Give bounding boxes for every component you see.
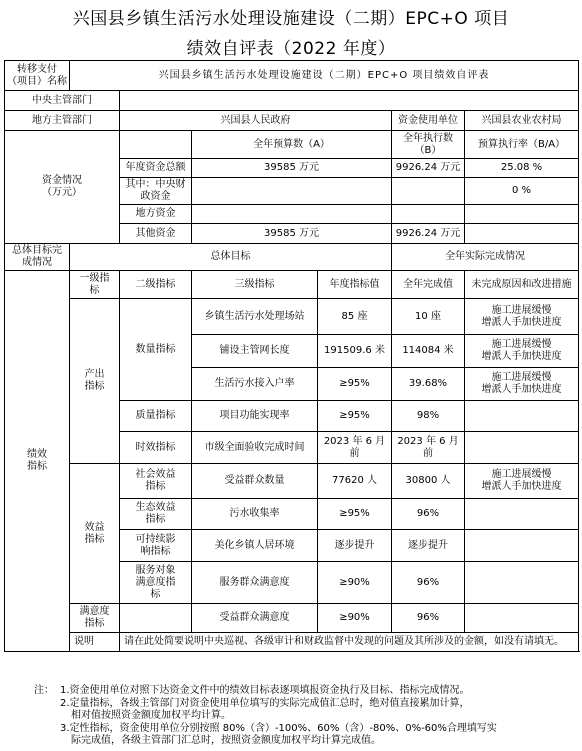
actual-completion-header: 全年实际完成情况: [392, 244, 579, 271]
indicator-annual: 逐步提升: [318, 530, 392, 562]
central-dept-label: 中央主管部门: [5, 91, 120, 111]
notes-label: 注：: [34, 685, 54, 696]
service-satisfaction-label: 服务对象 满意度指 标: [120, 562, 192, 604]
indicator-reason: [465, 432, 579, 464]
col-budget-header: 全年预算数（A）: [192, 131, 392, 159]
indicator-annual: 85 座: [318, 299, 392, 335]
sustain-impact-label: 可持续影 响指标: [120, 530, 192, 562]
note-2a: 2.定量指标，各级主管部门对资金使用单位填写的实际完成值汇总时，绝对值直接累加计算，: [60, 697, 470, 709]
overall-goal-header: 总体目标: [70, 244, 392, 271]
social-benefit-label: 社会效益 指标: [120, 464, 192, 499]
indicator-actual: 96%: [392, 604, 465, 633]
table-row: [5, 271, 579, 299]
indicator-reason: 施工进展缓慢 增派人手加快进度: [465, 335, 579, 368]
table-row: [5, 299, 579, 335]
indicator-name: 美化乡镇人居环境: [192, 530, 318, 562]
indicator-annual: ≥95%: [318, 401, 392, 432]
fund-row-budget: 39585 万元: [192, 159, 392, 178]
indicator-name: 乡镇生活污水处理场站: [192, 299, 318, 335]
remark-label: 说明: [70, 633, 120, 652]
fund-row-budget: [192, 205, 392, 224]
indicator-actual: 96%: [392, 562, 465, 604]
table-row: [5, 91, 579, 111]
footnotes: [34, 685, 580, 748]
table-row: [5, 131, 579, 159]
reason-header: 未完成原因和改进措施: [465, 271, 579, 299]
project-name-label: 转移支付 （项目）名称: [5, 61, 70, 91]
indicator-annual: ≥90%: [318, 562, 392, 604]
fund-row-rate: 0 %: [465, 178, 579, 205]
timeliness-indicator-label: 时效指标: [120, 432, 192, 464]
table-row: [5, 244, 579, 271]
project-name-value: 兴国县乡镇生活污水处理设施建设（二期）EPC+O 项目绩效自评表: [70, 61, 579, 91]
indicator-reason: 施工进展缓慢 增派人手加快进度: [465, 299, 579, 335]
note-3b: 际完成值，各级主管部门汇总时，按照资金额度加权平均计算完成值。: [71, 735, 381, 746]
indicator-annual: ≥95%: [318, 499, 392, 530]
indicator-name: 生活污水接入户率: [192, 368, 318, 401]
table-row: [5, 464, 579, 499]
fund-row-rate: [465, 205, 579, 224]
using-unit-label: 资金使用单位: [392, 111, 465, 131]
indicator-name: 项目功能实现率: [192, 401, 318, 432]
fund-row-label: 其中：中央财政资金: [120, 178, 192, 205]
indicator-actual: 2023 年 6 月前: [392, 432, 465, 464]
indicator-actual: 逐步提升: [392, 530, 465, 562]
fund-row-budget: 39585 万元: [192, 224, 392, 244]
local-dept-label: 地方主管部门: [5, 111, 120, 131]
level1-header: 一级指 标: [70, 271, 120, 299]
level3-header: 三级指标: [192, 271, 318, 299]
indicator-reason: 施工进展缓慢 增派人手加快进度: [465, 368, 579, 401]
note-1: 1.资金使用单位对照下达资金文件中的绩效目标表逐项填报资金执行及目标、指标完成情况。: [60, 685, 470, 696]
fund-row-exec: [392, 205, 465, 224]
remark-text: 请在此处简要说明中央巡视、各级审计和财政监督中发现的问题及其所涉及的金额，如没有请填无。: [120, 633, 579, 652]
fund-row-exec: 9926.24 万元: [392, 224, 465, 244]
table-row: [5, 61, 579, 91]
fund-row-label: 其他资金: [120, 224, 192, 244]
indicator-actual: 98%: [392, 401, 465, 432]
note-3a: 3.定性指标，资金使用单位分别按照 80%（含）-100%、60%（含）-80%、0%-60%合理填写实: [60, 722, 497, 734]
col-rate-header: 预算执行率（B/A）: [465, 131, 579, 159]
benefit-indicator-label: 效益 指标: [70, 464, 120, 604]
empty-cell: [120, 131, 192, 159]
indicator-actual: 10 座: [392, 299, 465, 335]
fund-row-exec: [392, 178, 465, 205]
output-indicator-label: 产出 指标: [70, 299, 120, 464]
level2-header: 二级指标: [120, 271, 192, 299]
indicator-annual: 2023 年 6 月前: [318, 432, 392, 464]
fund-row-label: 地方资金: [120, 205, 192, 224]
annual-target-header: 年度指标值: [318, 271, 392, 299]
indicator-reason: [465, 401, 579, 432]
funds-section-label: 资金情况 （万元）: [5, 131, 120, 244]
local-dept-value: 兴国县人民政府: [120, 111, 392, 131]
indicator-reason: [465, 499, 579, 530]
indicator-name: 污水收集率: [192, 499, 318, 530]
indicator-name: 市级全面验收完成时间: [192, 432, 318, 464]
quantity-indicator-label: 数量指标: [120, 299, 192, 401]
fund-row-exec: 9926.24 万元: [392, 159, 465, 178]
indicator-actual: 114084 米: [392, 335, 465, 368]
indicator-actual: 96%: [392, 499, 465, 530]
indicator-name: 服务群众满意度: [192, 562, 318, 604]
table-row: [5, 633, 579, 652]
indicator-actual: 39.68%: [392, 368, 465, 401]
actual-value-header: 全年完成值: [392, 271, 465, 299]
indicator-name: 铺设主管网长度: [192, 335, 318, 368]
indicator-reason: [465, 562, 579, 604]
table-row: [5, 111, 579, 131]
col-exec-header: 全年执行数 （B）: [392, 131, 465, 159]
eco-benefit-label: 生态效益 指标: [120, 499, 192, 530]
indicator-name: 受益群众数量: [192, 464, 318, 499]
indicator-name: 受益群众满意度: [192, 604, 318, 633]
document-subtitle: 绩效自评表（2022 年度）: [186, 39, 396, 59]
fund-row-rate: 25.08 %: [465, 159, 579, 178]
indicator-annual: ≥95%: [318, 368, 392, 401]
indicator-annual: 191509.6 米: [318, 335, 392, 368]
fund-row-label: 年度资金总额: [120, 159, 192, 178]
using-unit-value: 兴国县农业农村局: [465, 111, 579, 131]
quality-indicator-label: 质量指标: [120, 401, 192, 432]
satisfaction-indicator-label: 满意度 指标: [70, 604, 120, 633]
indicator-reason: [465, 530, 579, 562]
fund-row-budget: [192, 178, 392, 205]
indicator-annual: 77620 人: [318, 464, 392, 499]
table-row: [5, 604, 579, 633]
self-evaluation-table: [4, 60, 579, 652]
indicator-actual: 30800 人: [392, 464, 465, 499]
fund-row-rate: [465, 224, 579, 244]
indicators-section-label: 绩效 指标: [5, 271, 70, 652]
note-2b: 相对值按照资金额度加权平均计算。: [71, 710, 231, 721]
goals-label: 总体目标完 成情况: [5, 244, 70, 271]
indicator-annual: ≥90%: [318, 604, 392, 633]
indicator-reason: 施工进展缓慢 增派人手加快进度: [465, 464, 579, 499]
indicator-reason: [465, 604, 579, 633]
document-title: 兴国县乡镇生活污水处理设施建设（二期）EPC+O 项目: [72, 9, 510, 29]
empty-cell: [120, 604, 192, 633]
central-dept-value: [120, 91, 579, 111]
